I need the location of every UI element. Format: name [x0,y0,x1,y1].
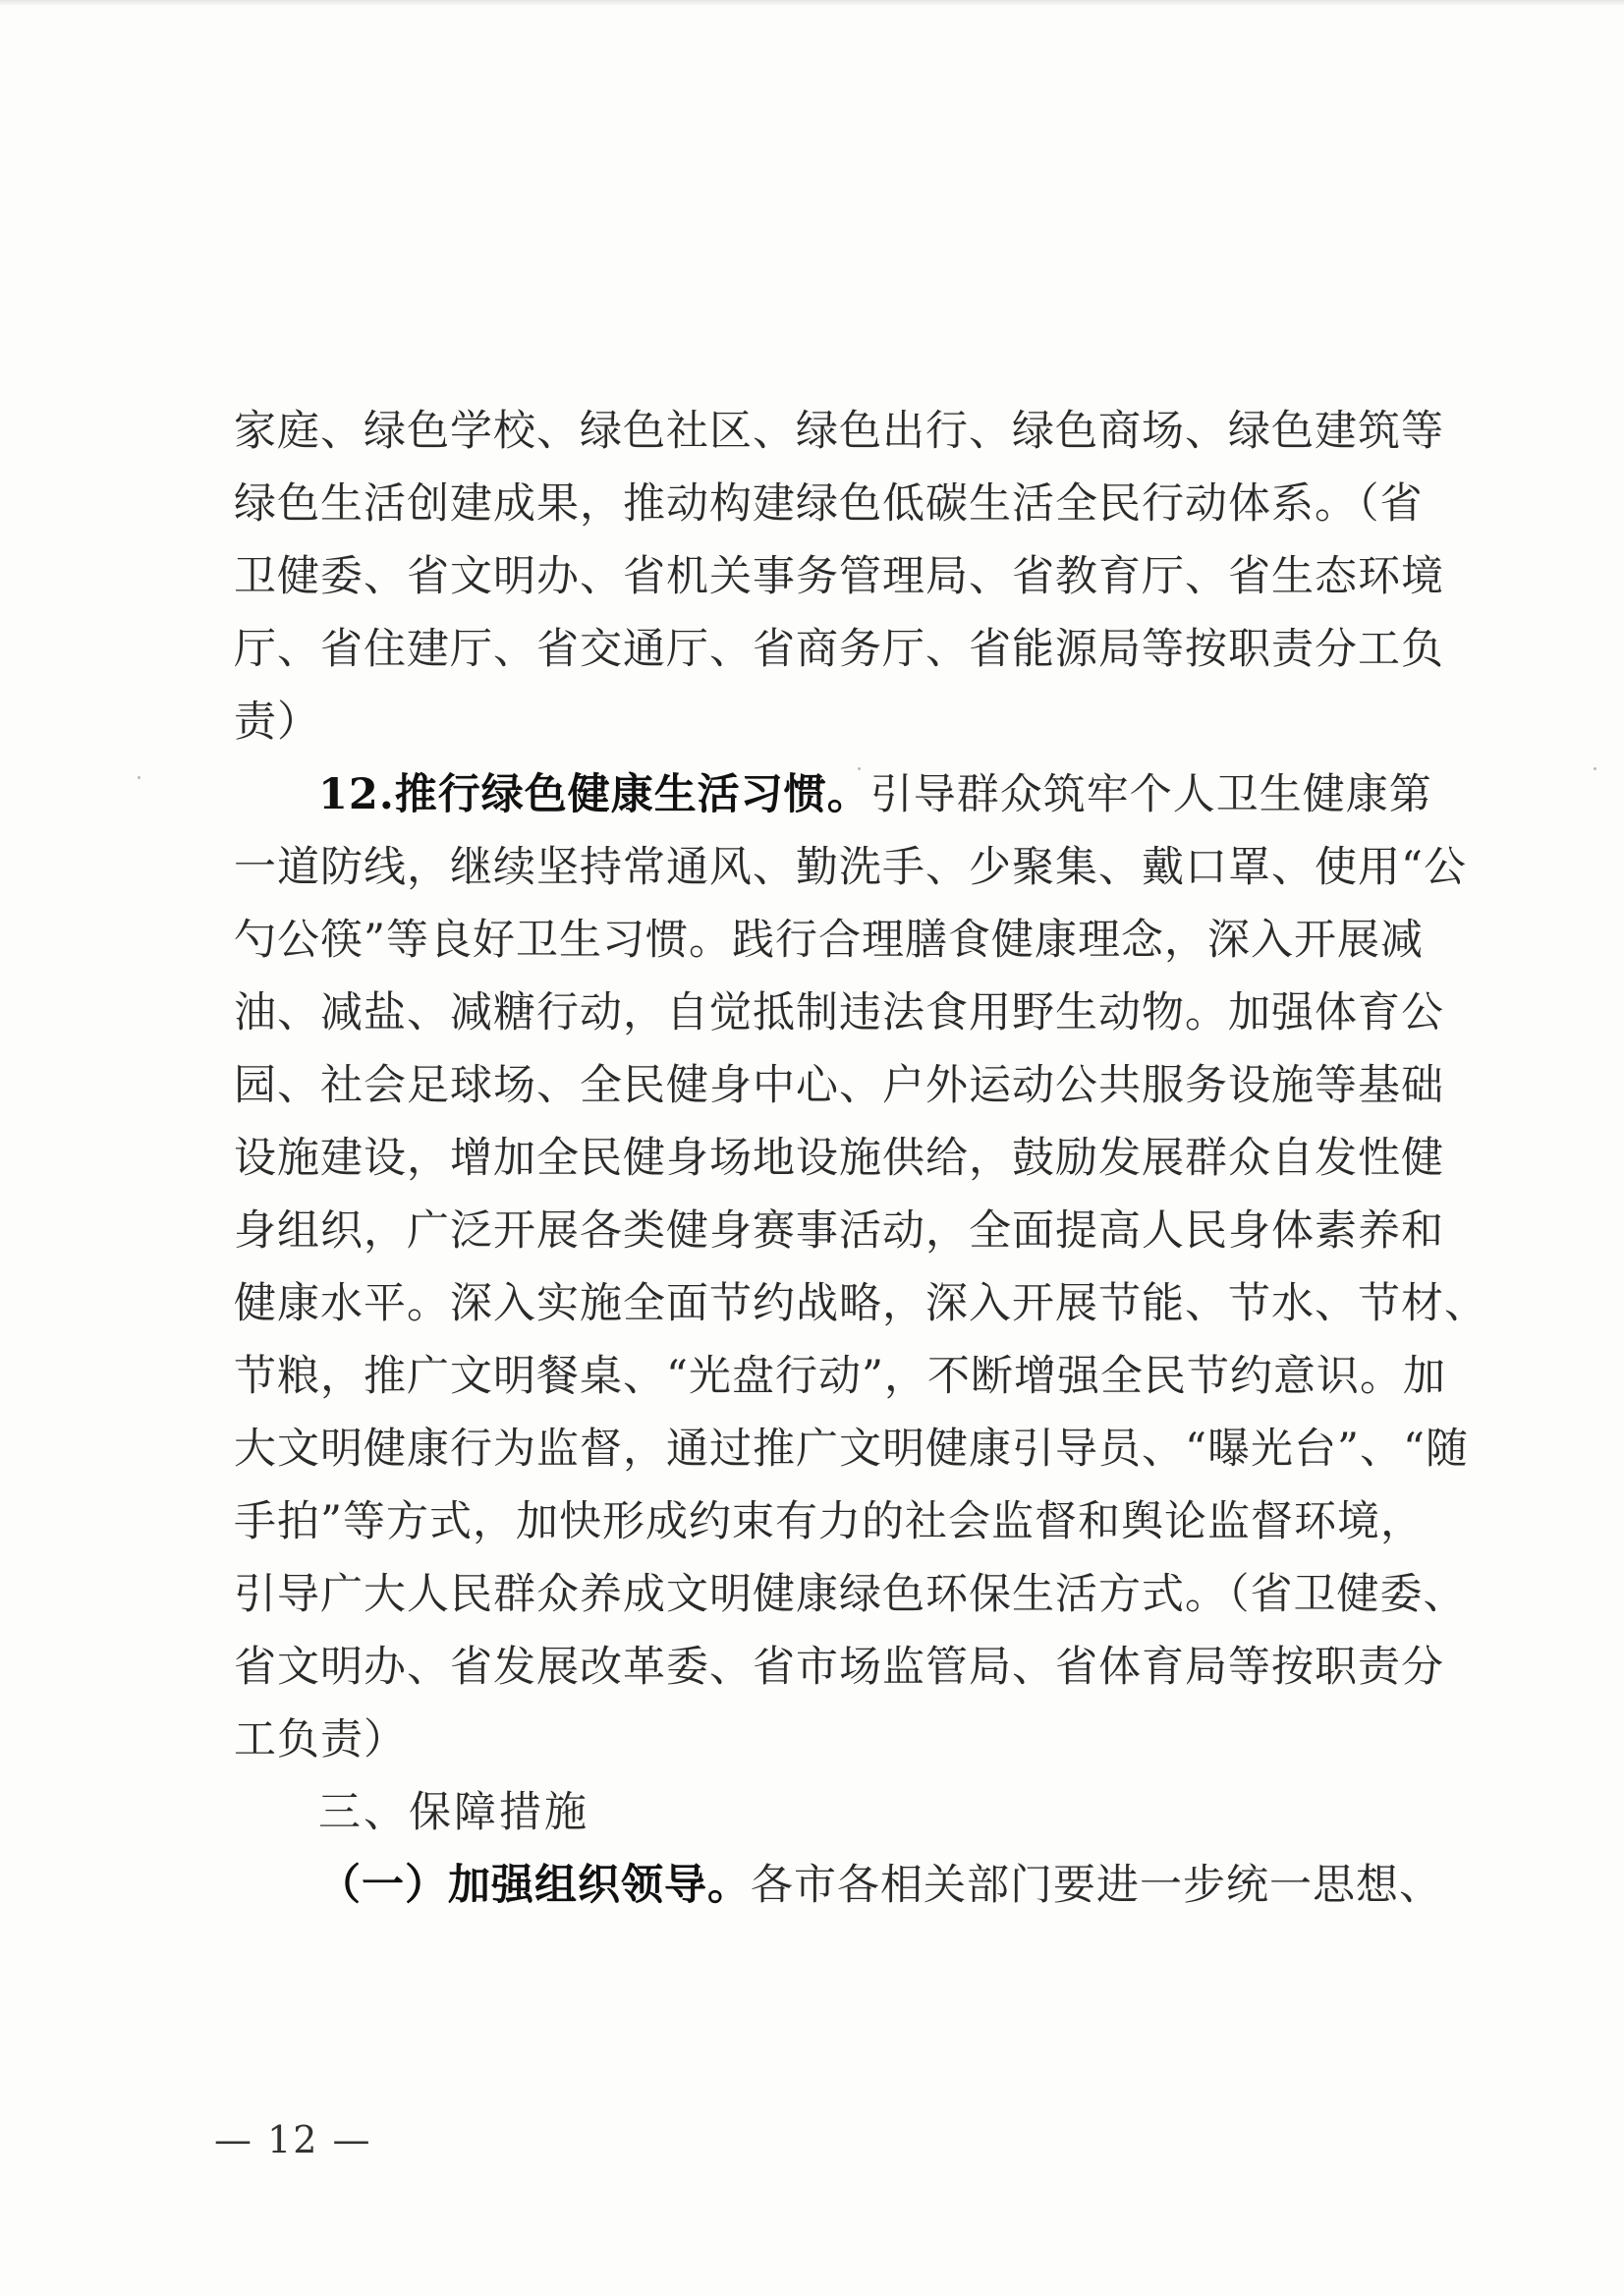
section-12-line: 节粮，推广文明餐桌、“光盘行动”，不断增强全民节约意识。加 [234,1352,1446,1401]
section-12-line: 一道防线，继续坚持常通风、勤洗手、少聚集、戴口罩、使用“公 [234,843,1467,892]
section-12-line: 省文明办、省发展改革委、省市场监管局、省体育局等按职责分 [234,1643,1444,1692]
subsection-1-text: 各市各相关部门要进一步统一思想、 [751,1861,1442,1910]
section-12-title: 12.推行绿色健康生活习惯。 [318,770,870,819]
subsection-1-line [234,1849,1442,1922]
section-12-line: 设施建设，增加全民健身场地设施供给，鼓励发展群众自发性健 [234,1134,1444,1183]
body-line-1: 家庭、绿色学校、绿色社区、绿色出行、绿色商场、绿色建筑等 [234,407,1444,456]
section-12-line: 勺公筷”等良好卫生习惯。践行合理膳食健康理念，深入开展减 [234,916,1424,965]
scan-speck [1594,767,1596,770]
section-12-line: 工负责） [234,1715,407,1764]
body-line-4: 厅、省住建厅、省交通厅、省商务厅、省能源局等按职责分工负 [234,625,1444,674]
section-12-line: 身组织，广泛开展各类健身赛事活动，全面提高人民身体素养和 [234,1206,1444,1256]
section-3-heading: 三、保障措施 [318,1788,589,1837]
section-12-line: 大文明健康行为监督，通过推广文明健康引导员、“曝光台”、“随 [234,1425,1469,1474]
scan-speck [138,776,140,779]
document-body [234,395,1487,1922]
body-line-5: 责） [234,698,320,747]
section-12-line: 手拍”等方式，加快形成约束有力的社会监督和舆论监督环境， [234,1497,1424,1546]
body-line-3: 卫健委、省文明办、省机关事务管理局、省教育厅、省生态环境 [234,552,1444,601]
scan-speck [858,767,861,770]
subsection-1-title: （一）加强组织领导。 [318,1861,751,1910]
scan-edge [0,0,1624,6]
section-12-line: 园、社会足球场、全民健身中心、户外运动公共服务设施等基础 [234,1061,1444,1110]
section-12-line: 油、减盐、减糖行动，自觉抵制违法食用野生动物。加强体育公 [234,988,1444,1037]
section-12-first-line-text: 引导群众筑牢个人卫生健康第 [869,770,1432,819]
page-number: — 12 — [214,2118,372,2161]
section-12-first-line [234,758,1432,831]
section-12-line: 健康水平。深入实施全面节约战略，深入开展节能、节水、节材、 [234,1279,1487,1328]
section-12-line: 引导广大人民群众养成文明健康绿色环保生活方式。（省卫健委、 [234,1570,1467,1619]
body-line-2: 绿色生活创建成果，推动构建绿色低碳生活全民行动体系。（省 [234,479,1424,529]
